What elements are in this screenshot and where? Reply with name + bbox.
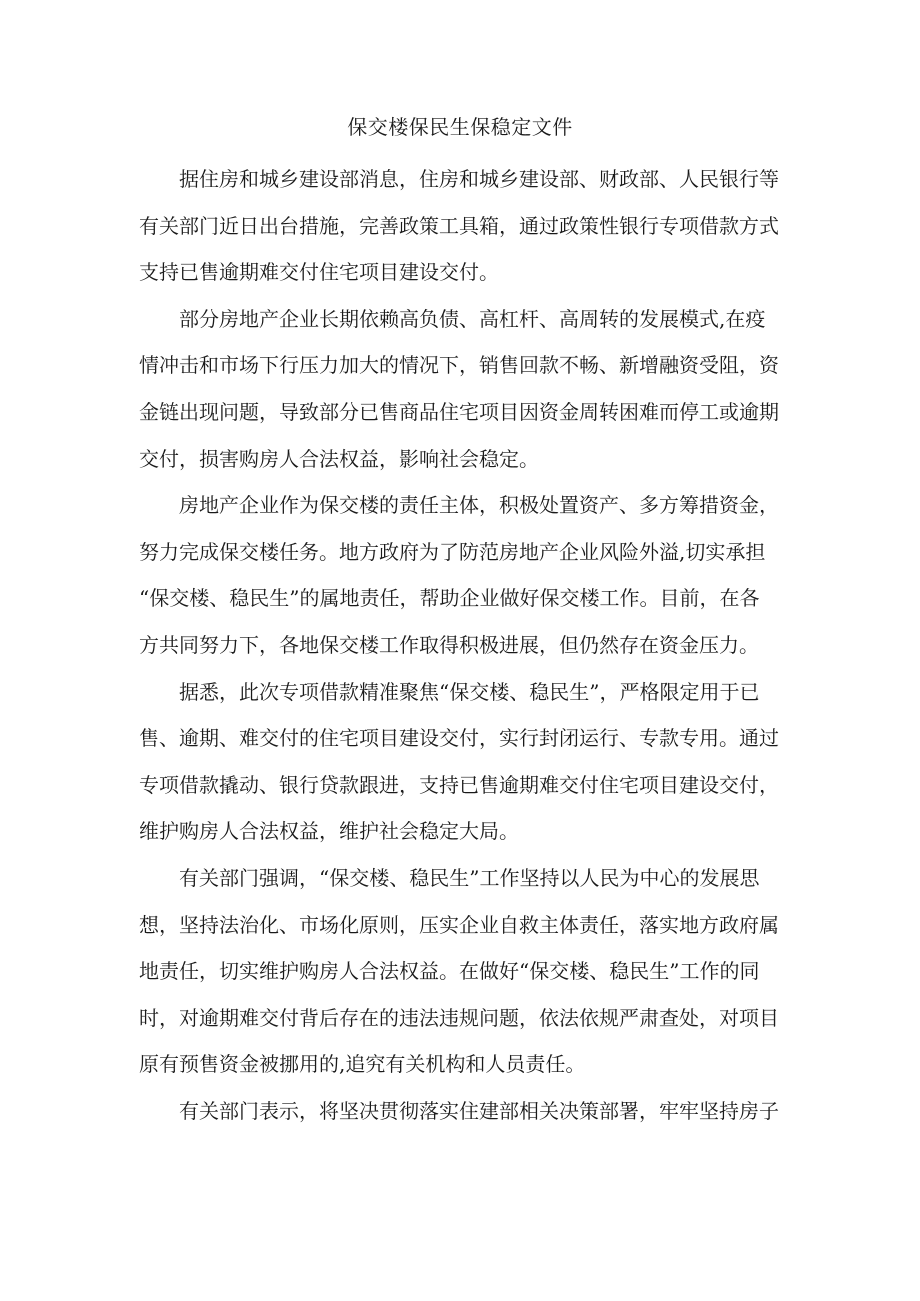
text-line: 有关部门近日出台措施，完善政策工具箱，通过政策性银行专项借款方式	[139, 213, 779, 238]
text-line: 据住房和城乡建设部消息，住房和城乡建设部、财政部、人民银行等	[179, 167, 779, 191]
text-line: 金链出现问题，导致部分已售商品住宅项目因资金周转困难而停工或逾期	[139, 399, 779, 424]
text-line: 支持已售逾期难交付住宅项目建设交付。	[139, 260, 499, 285]
paragraph	[139, 1088, 787, 1135]
text-line: 想，坚持法治化、市场化原则，压实企业自救主体责任，落实地方政府属	[139, 912, 779, 937]
text-line: 地责任，切实维护购房人合法权益。在做好“保交楼、稳民生”工作的同	[139, 959, 760, 984]
paragraph	[139, 855, 787, 1088]
text-line: 房地产企业作为保交楼的责任主体，积极处置资产、多方筹措资金，	[179, 493, 779, 518]
text-line: 情冲击和市场下行压力加大的情况下，销售回款不畅、新增融资受阻，资	[139, 353, 779, 378]
text-line: 据悉，此次专项借款精准聚焦“保交楼、稳民生”，严格限定用于已	[179, 679, 760, 704]
text-line: 方共同努力下，各地保交楼工作取得积极进展，但仍然存在资金压力。	[139, 632, 759, 657]
paragraph	[139, 482, 787, 668]
document-body	[139, 156, 787, 1134]
text-line: 维护购房人合法权益，维护社会稳定大局。	[139, 819, 519, 844]
paragraph	[139, 296, 787, 482]
text-line: 努力完成保交楼任务。地方政府为了防范房地产企业风险外溢,切实承担	[139, 539, 766, 564]
text-line: “保交楼、稳民生”的属地责任，帮助企业做好保交楼工作。目前，在各	[139, 586, 760, 611]
text-line: 时，对逾期难交付背后存在的违法违规问题，依法依规严肃查处，对项目	[139, 1005, 779, 1030]
document-title: 保交楼保民生保稳定文件	[347, 115, 573, 139]
text-line: 部分房地产企业长期依赖高负债、高杠杆、高周转的发展模式,在疫	[179, 306, 766, 331]
paragraph	[139, 156, 787, 296]
text-line: 有关部门表示，将坚决贯彻落实住建部相关决策部署，牢牢坚持房子	[179, 1098, 779, 1123]
text-line: 原有预售资金被挪用的,追究有关机构和人员责任。	[139, 1052, 586, 1077]
text-line: 有关部门强调，“保交楼、稳民生”工作坚持以人民为中心的发展思	[179, 865, 760, 890]
text-line: 售、逾期、难交付的住宅项目建设交付，实行封闭运行、专款专用。通过	[139, 726, 779, 751]
paragraph	[139, 669, 787, 855]
text-line: 专项借款撬动、银行贷款跟进，支持已售逾期难交付住宅项目建设交付，	[139, 772, 779, 797]
text-line: 交付，损害购房人合法权益，影响社会稳定。	[139, 446, 539, 471]
